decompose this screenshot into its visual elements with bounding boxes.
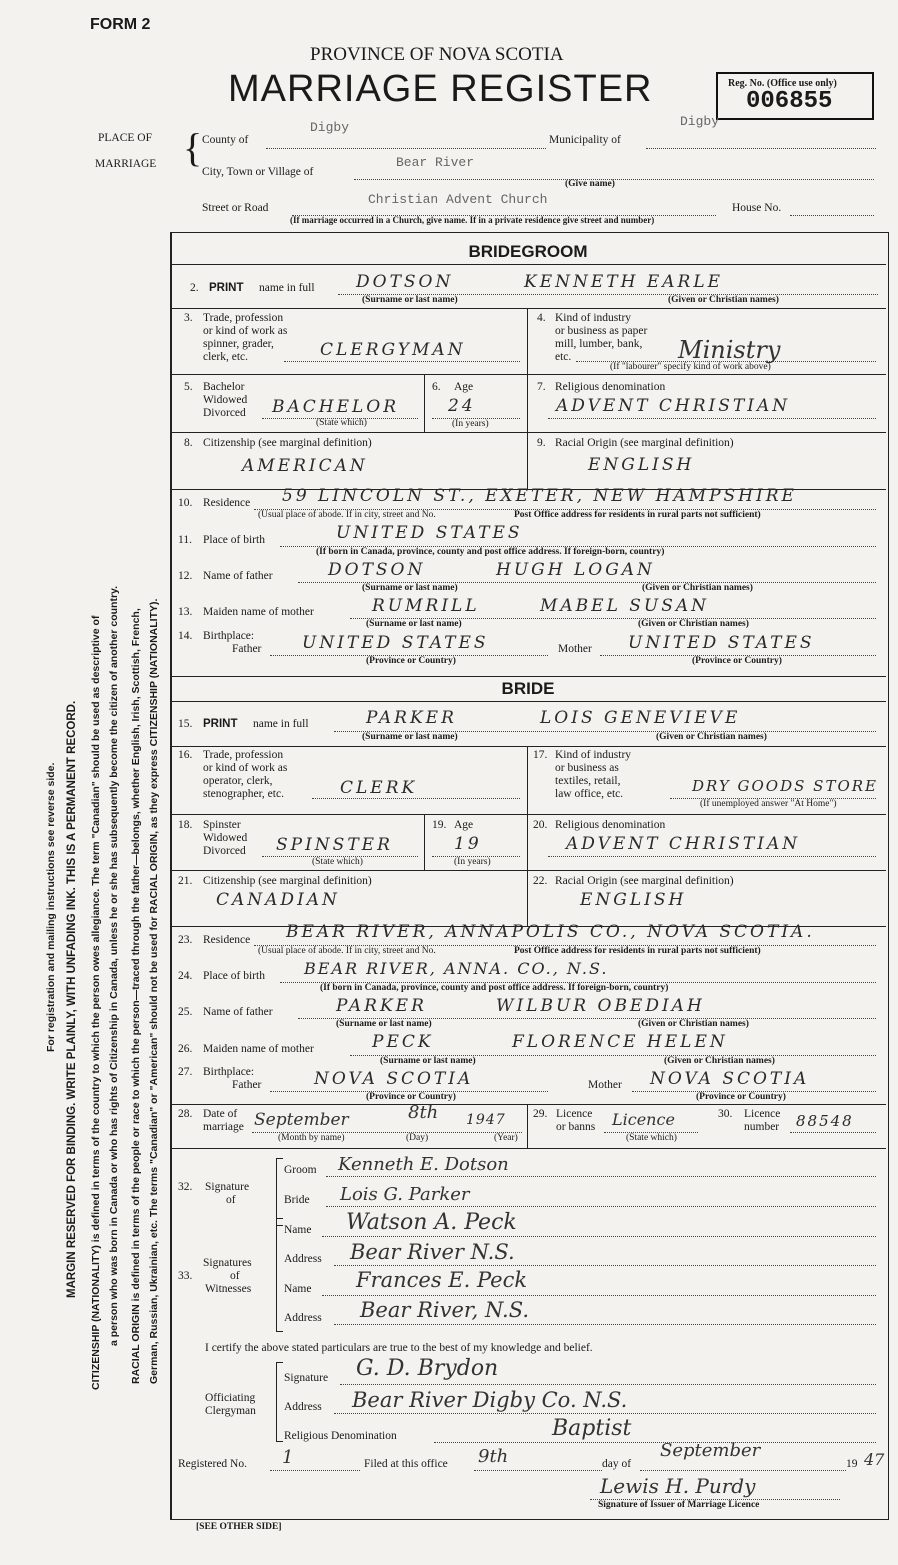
groom-signature: Kenneth E. Dotson — [338, 1154, 509, 1175]
f5-label: Bachelor Widowed Divorced — [203, 381, 248, 419]
f25-number: 25. — [178, 1006, 193, 1018]
groom-sig-label: Groom — [284, 1164, 317, 1176]
w2-name-line — [322, 1295, 876, 1296]
f14-father-caption: (Province or Country) — [366, 656, 456, 666]
f2-print: PRINT — [209, 282, 244, 294]
groom-industry: Ministry — [678, 336, 781, 364]
f14-number: 14. — [178, 630, 193, 642]
f29-label-1: Licence — [556, 1108, 593, 1120]
bride-mother-birthplace: NOVA SCOTIA — [650, 1069, 810, 1089]
clergy-address-line — [334, 1413, 876, 1414]
place-brace: { — [183, 125, 203, 170]
f3-line — [284, 361, 520, 362]
f26-label: Maiden name of mother — [203, 1043, 314, 1055]
groom-birthplace: UNITED STATES — [336, 523, 523, 543]
groom-mother-birthplace: UNITED STATES — [628, 633, 815, 653]
clergy-label-1: Officiating — [205, 1392, 256, 1404]
f8-number: 8. — [184, 437, 193, 449]
w1-name-label: Name — [284, 1224, 312, 1236]
groom-father-given: HUGH LOGAN — [496, 560, 655, 580]
bride-residence: BEAR RIVER, ANNAPOLIS CO., NOVA SCOTIA. — [286, 922, 815, 942]
f13-number: 13. — [178, 606, 193, 618]
f10-number: 10. — [178, 497, 193, 509]
f11-label: Place of birth — [203, 534, 265, 546]
w2-address-line — [334, 1324, 876, 1325]
f33-number: 33. — [178, 1270, 193, 1282]
f33-label-2: of — [230, 1270, 240, 1282]
issuer-caption: Signature of Issuer of Marriage Licence — [598, 1500, 760, 1510]
f14-label: Birthplace: — [203, 630, 255, 642]
groom-section-title: BRIDEGROOM — [468, 242, 588, 261]
row-rule-b — [172, 374, 886, 375]
f2-number: 2. — [190, 282, 199, 294]
bride-religion: ADVENT CHRISTIAN — [566, 834, 801, 854]
bride-sig-label: Bride — [284, 1194, 310, 1206]
f16-label: Trade, profession or kind of work as operator, clerk, stenographer, etc. — [203, 749, 288, 800]
bride-signature: Lois G. Parker — [340, 1184, 470, 1205]
see-other-side: [SEE OTHER SIDE] — [196, 1522, 282, 1532]
f7-line — [548, 418, 876, 419]
bride-citizenship: CANADIAN — [216, 890, 340, 910]
groom-surname: DOTSON — [356, 272, 454, 292]
f22-number: 22. — [533, 875, 548, 887]
licence-type-caption: (State which) — [626, 1133, 677, 1143]
bride-status-caption: (State which) — [312, 857, 363, 867]
f32-label-2: of — [226, 1194, 236, 1206]
f24-label: Place of birth — [203, 970, 265, 982]
clergy-denomination-line — [434, 1442, 876, 1443]
clergy-denomination: Baptist — [552, 1416, 632, 1441]
row-rule-a — [172, 308, 886, 309]
w1-name-line — [322, 1236, 876, 1237]
bride-sig-line — [326, 1206, 876, 1207]
f12-given-caption: (Given or Christian names) — [642, 583, 753, 593]
f26-number: 26. — [178, 1043, 193, 1055]
f4-label: Kind of industry or business as paper mill, lumber, bank, etc. — [555, 312, 648, 363]
f32-label-1: Signature — [205, 1181, 250, 1193]
f7-label: Religious denomination — [555, 381, 666, 393]
col-divider-i — [527, 1104, 528, 1148]
f18-label: Spinster Widowed Divorced — [203, 819, 248, 857]
reg-number-value: 006855 — [746, 88, 833, 115]
f6-number: 6. — [432, 381, 441, 393]
f17-label: Kind of industry or business as textiles, retail, law office, etc. — [555, 749, 632, 800]
clergy-sig-label: Signature — [284, 1372, 329, 1384]
bride-father-given: WILBUR OBEDIAH — [496, 996, 705, 1016]
row-rule-g — [172, 870, 886, 871]
clergy-denomination-label: Religious Denomination — [284, 1430, 397, 1442]
margin-line-5: RACIAL ORIGIN is defined in terms of the people or race to which the person—traced through the father—belongs, whether English, Irish, Scottish, French, — [130, 608, 142, 1384]
month-caption: (Month by name) — [278, 1133, 345, 1143]
sig-bracket-2 — [276, 1218, 283, 1332]
groom-father-surname: DOTSON — [328, 560, 426, 580]
bride-age-caption: (In years) — [454, 857, 491, 867]
house-label: House No. — [732, 202, 782, 214]
groom-status-caption: (State which) — [316, 418, 367, 428]
groom-residence: 59 LINCOLN ST., EXETER, NEW HAMPSHIRE — [282, 486, 797, 506]
f12-label: Name of father — [203, 570, 273, 582]
f14-mother-label: Mother — [558, 643, 592, 655]
marriage-month: September — [254, 1110, 349, 1130]
margin-line-1: For registration and mailing instructions see reverse side. — [45, 762, 57, 1052]
f17-number: 17. — [533, 749, 548, 761]
col-divider-f1 — [424, 814, 425, 870]
f28-label-2: marriage — [203, 1121, 244, 1133]
licence-number: 88548 — [796, 1112, 854, 1130]
city-label: City, Town or Village of — [202, 166, 314, 178]
f27-mother-label: Mother — [588, 1079, 622, 1091]
bride-birthplace: BEAR RIVER, ANNA. CO., N.S. — [304, 959, 609, 978]
f15-label: name in full — [253, 718, 309, 730]
margin-line-6: German, Russian, Ukrainian, etc. The terms "Canadian" or "American" should not be used for RACIAL ORIGIN, as they express CITIZENSHIP (NATIONALITY). — [148, 598, 160, 1384]
licence-type: Licence — [612, 1110, 675, 1129]
filed-day: 9th — [478, 1446, 509, 1467]
row-rule-f — [172, 814, 886, 815]
f11-caption: (If born in Canada, province, county and post office address. If foreign-born, country) — [316, 547, 665, 557]
bride-given-names: LOIS GENEVIEVE — [540, 708, 741, 728]
bride-marital-status: SPINSTER — [276, 835, 393, 855]
province-heading: PROVINCE OF NOVA SCOTIA — [310, 44, 564, 65]
f6-label: Age — [454, 381, 474, 393]
registered-line — [270, 1470, 360, 1471]
f27-label: Birthplace: — [203, 1066, 255, 1078]
f27-mother-caption: (Province or Country) — [696, 1092, 786, 1102]
col-divider-a — [527, 308, 528, 374]
marriage-day: 8th — [408, 1102, 439, 1123]
f30-label-2: number — [744, 1121, 780, 1133]
municipality-label: Municipality of — [549, 134, 621, 146]
day-of-label: day of — [602, 1458, 632, 1470]
f29-number: 29. — [533, 1108, 548, 1120]
county-label: County of — [202, 134, 249, 146]
f4-number: 4. — [537, 312, 546, 324]
bride-trade: CLERK — [340, 778, 418, 798]
f7-number: 7. — [537, 381, 546, 393]
f20-line — [548, 856, 876, 857]
groom-trade: CLERGYMAN — [320, 340, 466, 360]
f20-number: 20. — [533, 819, 548, 831]
f13-surname-caption: (Surname or last name) — [366, 619, 462, 629]
f23-caption-b: Post Office address for residents in rural parts not sufficient) — [514, 946, 761, 956]
give-name-caption: (Give name) — [565, 179, 615, 189]
f23-caption-a: (Usual place of abode. If in city, street and No. — [258, 946, 436, 956]
groom-racial-origin: ENGLISH — [588, 455, 695, 475]
f28-number: 28. — [178, 1108, 193, 1120]
filed-year: 47 — [864, 1450, 885, 1469]
f24-number: 24. — [178, 970, 193, 982]
bride-father-surname: PARKER — [336, 996, 427, 1016]
page-title: MARRIAGE REGISTER — [228, 68, 653, 110]
w1-address-line — [334, 1265, 876, 1266]
groom-father-birthplace: UNITED STATES — [302, 633, 489, 653]
row-rule-i — [172, 1104, 886, 1105]
f15-number: 15. — [178, 718, 193, 730]
groom-religion: ADVENT CHRISTIAN — [556, 396, 791, 416]
f13-label: Maiden name of mother — [203, 606, 314, 618]
filed-line — [474, 1470, 602, 1471]
f19-label: Age — [454, 819, 474, 831]
city-value: Bear River — [396, 155, 475, 170]
witness-1-name: Watson A. Peck — [346, 1210, 517, 1235]
witness-2-name: Frances E. Peck — [356, 1268, 528, 1292]
groom-marital-status: BACHELOR — [272, 397, 400, 417]
marriage-year: 1947 — [466, 1112, 506, 1128]
filed-label: Filed at this office — [364, 1458, 448, 1470]
row-rule-c — [172, 432, 886, 433]
margin-line-4: a person who was born in Canada or who has rights of Citizenship in Canada, unless he or she has subsequently become the citizen of another country. — [108, 585, 120, 1346]
f25-given-caption: (Given or Christian names) — [638, 1019, 749, 1029]
f21-number: 21. — [178, 875, 193, 887]
registered-number: 1 — [282, 1447, 294, 1468]
place-note: (If marriage occurred in a Church, give name. If in a private residence give street and number) — [290, 215, 655, 225]
street-value: Christian Advent Church — [368, 192, 548, 207]
f28-label-1: Date of — [203, 1108, 238, 1120]
reg-number-box — [716, 72, 874, 120]
f26-given-caption: (Given or Christian names) — [664, 1056, 775, 1066]
municipality-line — [646, 148, 876, 149]
bride-mother-given: FLORENCE HELEN — [512, 1032, 728, 1052]
year-prefix: 19 — [846, 1458, 858, 1470]
f12-surname-caption: (Surname or last name) — [362, 583, 458, 593]
f10-caption-b: Post Office address for residents in rural parts not sufficient) — [514, 510, 761, 520]
form-number: FORM 2 — [90, 16, 151, 33]
house-line — [790, 215, 874, 216]
bride-racial-origin: ENGLISH — [580, 890, 687, 910]
bride-mother-surname: PECK — [372, 1032, 434, 1052]
filed-month: September — [660, 1440, 761, 1461]
f33-label-3: Witnesses — [205, 1283, 252, 1295]
f16-line — [312, 798, 520, 799]
bride-top-rule — [172, 676, 886, 677]
clergy-sig-line — [340, 1384, 876, 1385]
bride-title-rule — [172, 701, 886, 702]
place-label-2: MARRIAGE — [95, 158, 157, 170]
margin-line-2: MARGIN RESERVED FOR BINDING. WRITE PLAINLY, WITH UNFADING INK. THIS IS A PERMANENT RECORD. — [66, 700, 78, 1298]
f32-number: 32. — [178, 1181, 193, 1193]
certify-text: I certify the above stated particulars are true to the best of my knowledge and belief. — [205, 1342, 593, 1354]
f10-label: Residence — [203, 497, 251, 509]
groom-mother-surname: RUMRILL — [372, 596, 480, 616]
f15-print: PRINT — [203, 718, 238, 730]
bride-industry: DRY GOODS STORE — [692, 777, 878, 795]
witness-1-address: Bear River N.S. — [350, 1240, 515, 1264]
f29-label-2: or banns — [556, 1121, 596, 1133]
f25-surname-caption: (Surname or last name) — [336, 1019, 432, 1029]
f14-mother-caption: (Province or Country) — [692, 656, 782, 666]
bride-father-birthplace: NOVA SCOTIA — [314, 1069, 474, 1089]
w1-address-label: Address — [284, 1253, 322, 1265]
issuer-signature: Lewis H. Purdy — [600, 1474, 756, 1498]
f2-label: name in full — [259, 282, 315, 294]
bride-surname-caption: (Surname or last name) — [362, 732, 458, 742]
f23-label: Residence — [203, 934, 251, 946]
f4-caption: (If "labourer" specify kind of work above) — [610, 362, 771, 372]
f5-number: 5. — [184, 381, 193, 393]
margin-line-3: CITIZENSHIP (NATIONALITY) is defined in terms of the country to which the person owes allegiance. The term "Canadian" should be used as descriptive of — [90, 615, 102, 1390]
f26-surname-caption: (Surname or last name) — [380, 1056, 476, 1066]
col-divider-b1 — [424, 374, 425, 432]
bride-section-title: BRIDE — [501, 679, 555, 698]
w2-address-label: Address — [284, 1312, 322, 1324]
groom-mother-given: MABEL SUSAN — [540, 596, 710, 616]
reg-number-label: Reg. No. (Office use only) — [728, 78, 837, 89]
groom-given-names: KENNETH EARLE — [524, 272, 724, 292]
f3-number: 3. — [184, 312, 193, 324]
f17-caption: (If unemployed answer "At Home") — [700, 799, 837, 809]
bride-given-caption: (Given or Christian names) — [656, 732, 767, 742]
col-divider-e — [527, 746, 528, 814]
row-rule-e — [172, 746, 886, 747]
f18-number: 18. — [178, 819, 193, 831]
groom-surname-caption: (Surname or last name) — [362, 295, 458, 305]
clergy-bracket — [276, 1362, 283, 1442]
day-caption: (Day) — [406, 1133, 429, 1143]
groom-age-caption: (In years) — [452, 419, 489, 429]
f19-number: 19. — [432, 819, 447, 831]
groom-title-rule — [172, 264, 886, 265]
f20-label: Religious denomination — [555, 819, 666, 831]
f27-father-caption: (Province or Country) — [366, 1092, 456, 1102]
f23-number: 23. — [178, 934, 193, 946]
f8-label: Citizenship (see marginal definition) — [203, 437, 372, 449]
f21-label: Citizenship (see marginal definition) — [203, 875, 372, 887]
bride-age: 19 — [454, 834, 482, 854]
street-label: Street or Road — [202, 202, 269, 214]
f9-label: Racial Origin (see marginal definition) — [555, 437, 734, 449]
registered-label: Registered No. — [178, 1458, 247, 1470]
f14-father-label: Father — [232, 643, 262, 655]
f9-number: 9. — [537, 437, 546, 449]
f3-label: Trade, profession or kind of work as spinner, grader, clerk, etc. — [203, 312, 288, 363]
f27-father-label: Father — [232, 1079, 262, 1091]
year-caption: (Year) — [494, 1133, 518, 1143]
clergy-label-2: Clergyman — [205, 1405, 256, 1417]
groom-sig-line — [326, 1176, 876, 1177]
f25-label: Name of father — [203, 1006, 273, 1018]
f10-caption-a: (Usual place of abode. If in city, street and No. — [258, 510, 436, 520]
f30-line — [790, 1132, 876, 1133]
f16-number: 16. — [178, 749, 193, 761]
f27-number: 27. — [178, 1066, 193, 1078]
filed-month-line — [640, 1470, 846, 1471]
clergy-signature: G. D. Brydon — [356, 1356, 499, 1381]
county-value: Digby — [310, 120, 350, 135]
f24-caption: (If born in Canada, province, county and post office address. If foreign-born, country) — [320, 983, 669, 993]
f12-number: 12. — [178, 570, 193, 582]
place-label-1: PLACE OF — [98, 132, 152, 144]
f30-label-1: Licence — [744, 1108, 781, 1120]
groom-given-caption: (Given or Christian names) — [668, 295, 779, 305]
county-line — [266, 148, 546, 149]
sig-bracket-1 — [276, 1158, 283, 1226]
bride-surname: PARKER — [366, 708, 457, 728]
witness-2-address: Bear River, N.S. — [360, 1298, 530, 1322]
clergy-address-label: Address — [284, 1401, 322, 1413]
f11-number: 11. — [178, 534, 192, 546]
w2-name-label: Name — [284, 1283, 312, 1295]
row-rule-j — [172, 1148, 886, 1149]
f30-number: 30. — [718, 1108, 733, 1120]
f33-label-1: Signatures — [203, 1257, 252, 1269]
clergy-address: Bear River Digby Co. N.S. — [352, 1388, 628, 1412]
f22-label: Racial Origin (see marginal definition) — [555, 875, 734, 887]
f13-given-caption: (Given or Christian names) — [638, 619, 749, 629]
groom-citizenship: AMERICAN — [242, 456, 368, 476]
groom-age: 24 — [448, 396, 476, 416]
municipality-value: Digby — [680, 114, 720, 129]
